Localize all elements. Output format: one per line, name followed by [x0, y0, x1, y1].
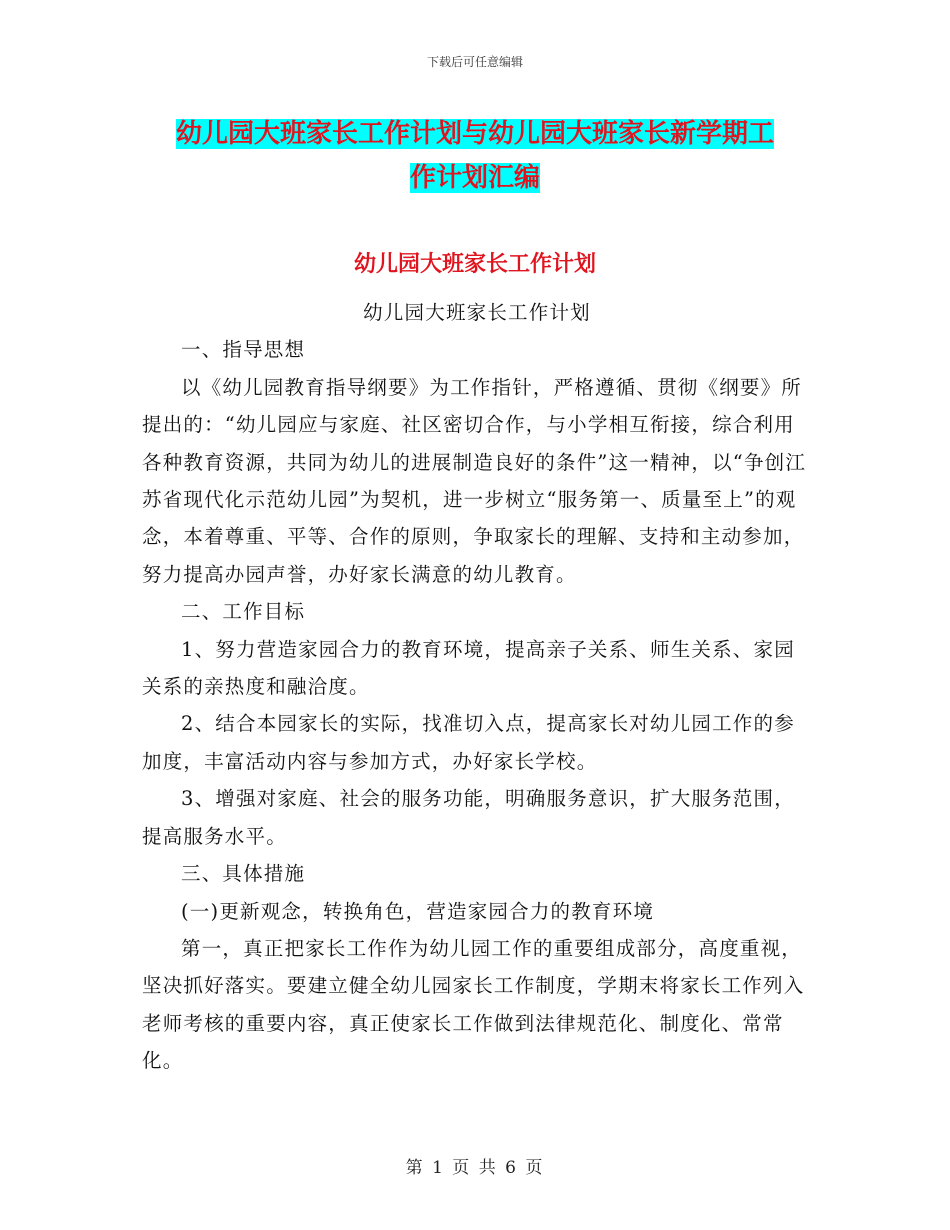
section-title: 幼儿园大班家长工作计划 [353, 252, 596, 277]
document-title-line-1: 幼儿园大班家长工作计划与幼儿园大班家长新学期工 [175, 119, 774, 149]
paragraph: 第一，真正把家长工作作为幼儿园工作的重要组成部分，高度重视，坚决抓好落实。要建立健全幼儿园家长工作制度，学期末将家长工作列入老师考核的重要内容，真正使家长工作做到法律规范化、制度化、常常化。 [142, 936, 805, 1073]
header-note: 下载后可任意编辑 [426, 55, 523, 69]
subheading: (一)更新观念，转换角色，营造家园合力的教育环境 [181, 899, 655, 923]
document-title [150, 112, 800, 200]
subtitle: 幼儿园大班家长工作计划 [363, 301, 591, 324]
heading-guiding-ideology: 一、指导思想 [181, 338, 306, 362]
paragraph: 1、努力营造家园合力的教育环境，提高亲子关系、师生关系、家园关系的亲热度和融洽度。 [142, 637, 795, 699]
document-body [142, 294, 812, 1080]
paragraph: 2、结合本园家长的实际，找准切入点，提高家长对幼儿园工作的参加度，丰富活动内容与参加方式，办好家长学校。 [142, 712, 795, 773]
heading-specific-measures: 三、具体措施 [181, 862, 306, 886]
heading-work-goals: 二、工作目标 [181, 600, 306, 624]
paragraph: 3、增强对家庭、社会的服务功能，明确服务意识，扩大服务范围，提高服务水平。 [142, 787, 795, 848]
paragraph: 以《幼儿园教育指导纲要》为工作指针，严格遵循、贯彻《纲要》所提出的：“幼儿园应与家庭、社区密切合作，与小学相互衔接，综合利用各种教育资源，共同为幼儿的进展制造良好的条件”这一精神，以“争创江苏省现代化示范幼儿园”为契机，进一步树立“服务第一、质量至上”的观念，本着尊重、平等、合作的原则，争取家长的理解、支持和主动参加，努力提高办园声誉，办好家长满意的幼儿教育。 [142, 375, 807, 586]
page-number: 第 1 页 共 6 页 [405, 1158, 545, 1178]
document-title-line-2: 作计划汇编 [409, 163, 540, 193]
